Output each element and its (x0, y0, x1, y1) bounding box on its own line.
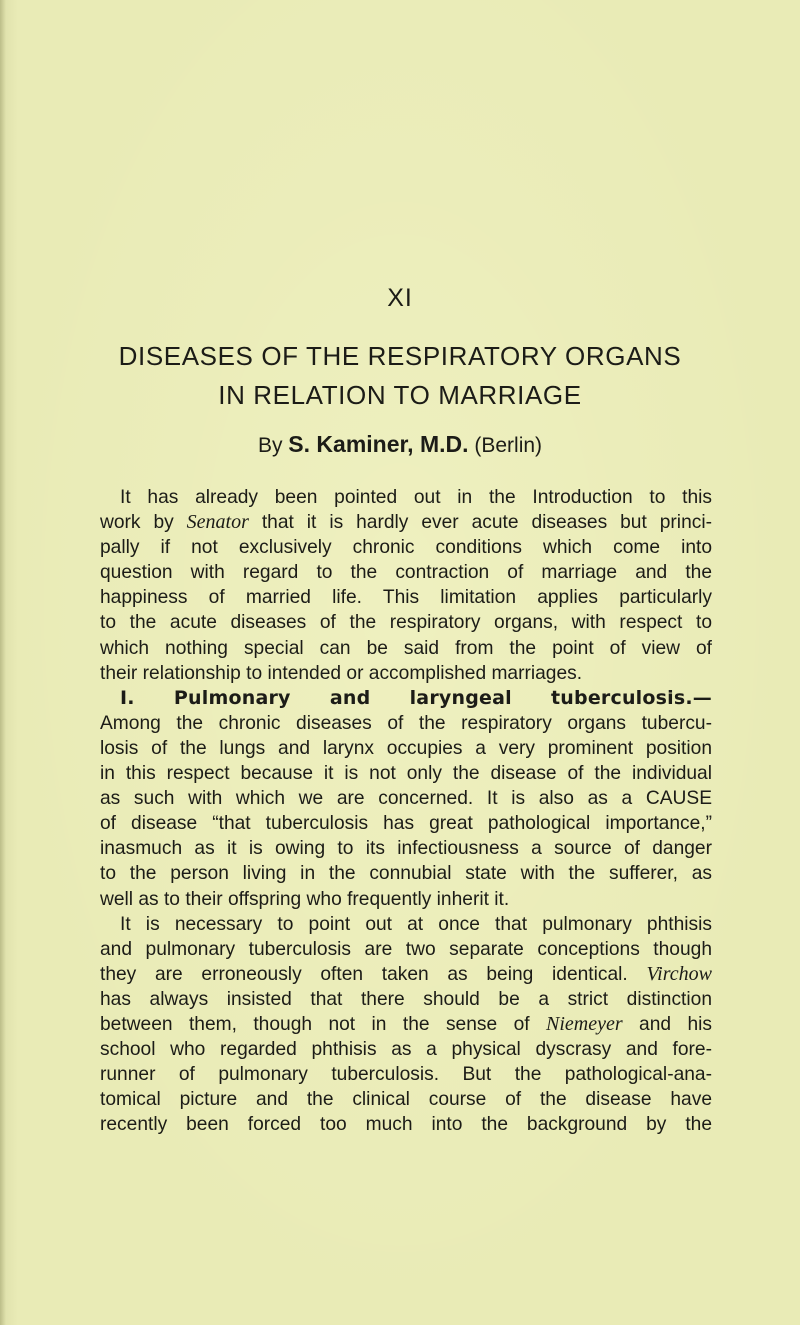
text-line: their relationship to intended or accomplished marriages. (100, 662, 583, 684)
byline-location: (Berlin) (468, 434, 543, 457)
chapter-title-line-2: IN RELATION TO MARRIAGE (218, 380, 582, 410)
text-line: runner of pulmonary tuberculosis. But the pathological-ana- (100, 1064, 712, 1086)
byline (0, 431, 800, 458)
text-line (100, 1012, 712, 1037)
name-virchow: Virchow (646, 962, 712, 985)
text-line: losis of the lungs and larynx occupies a very prominent position (100, 737, 712, 759)
text-line: to the acute diseases of the respiratory organs, with respect to (100, 612, 712, 634)
name-niemeyer: Niemeyer (546, 1012, 623, 1035)
text-run: they are erroneously often taken as being identical. (100, 963, 647, 985)
text-line: well as to their offspring who frequently inherit it. (100, 888, 510, 910)
text-line: to the person living in the connubial state with the sufferer, as (100, 863, 712, 885)
text-line (100, 962, 712, 987)
text-run: that it is hardly ever acute diseases but princi- (248, 512, 712, 534)
byline-prefix: By (257, 434, 289, 457)
text-line: has always insisted that there should be a strict distinction (100, 988, 712, 1010)
text-run: work by (100, 512, 187, 534)
text-line: school who regarded phthisis as a physical dyscrasy and fore- (100, 1039, 712, 1061)
text-line: of disease “that tuberculosis has great pathological importance,” (100, 813, 712, 835)
text-line: Among the chronic diseases of the respiratory organs tubercu- (100, 712, 712, 734)
text-line: happiness of married life. This limitation applies particularly (100, 587, 712, 609)
chapter-number: XI (387, 284, 413, 312)
byline-author: S. Kaminer, M.D. (288, 431, 469, 457)
body-text (100, 485, 712, 1137)
section-heading: I. Pulmonary and laryngeal tuberculosis.— (120, 686, 712, 709)
text-line: in this respect because it is not only the disease of the individual (100, 763, 712, 785)
text-line: It has already been pointed out in the Introduction to this (120, 487, 712, 508)
text-line: recently been forced too much into the background by the (100, 1114, 712, 1136)
text-line: tomical picture and the clinical course of the disease have (100, 1089, 712, 1111)
text-line: question with regard to the contraction of marriage and the (100, 562, 712, 584)
text-run: between them, though not in the sense of (100, 1013, 546, 1035)
chapter-title-line-1: DISEASES OF THE RESPIRATORY ORGANS (118, 341, 682, 371)
text-run: and his (622, 1013, 713, 1035)
text-line: which nothing special can be said from the point of view of (100, 637, 712, 659)
text-line: It is necessary to point out at once that pulmonary phthisis (120, 913, 712, 935)
text-line: pally if not exclusively chronic conditions which come into (100, 537, 712, 559)
text-line: as such with which we are concerned. It is also as a CAUSE (100, 788, 712, 810)
name-senator: Senator (186, 511, 249, 534)
text-line (100, 510, 712, 535)
page-binding-shadow (0, 0, 6, 1325)
text-line: and pulmonary tuberculosis are two separate conceptions though (100, 938, 712, 960)
text-line: inasmuch as it is owing to its infectiousness a source of danger (100, 838, 712, 860)
